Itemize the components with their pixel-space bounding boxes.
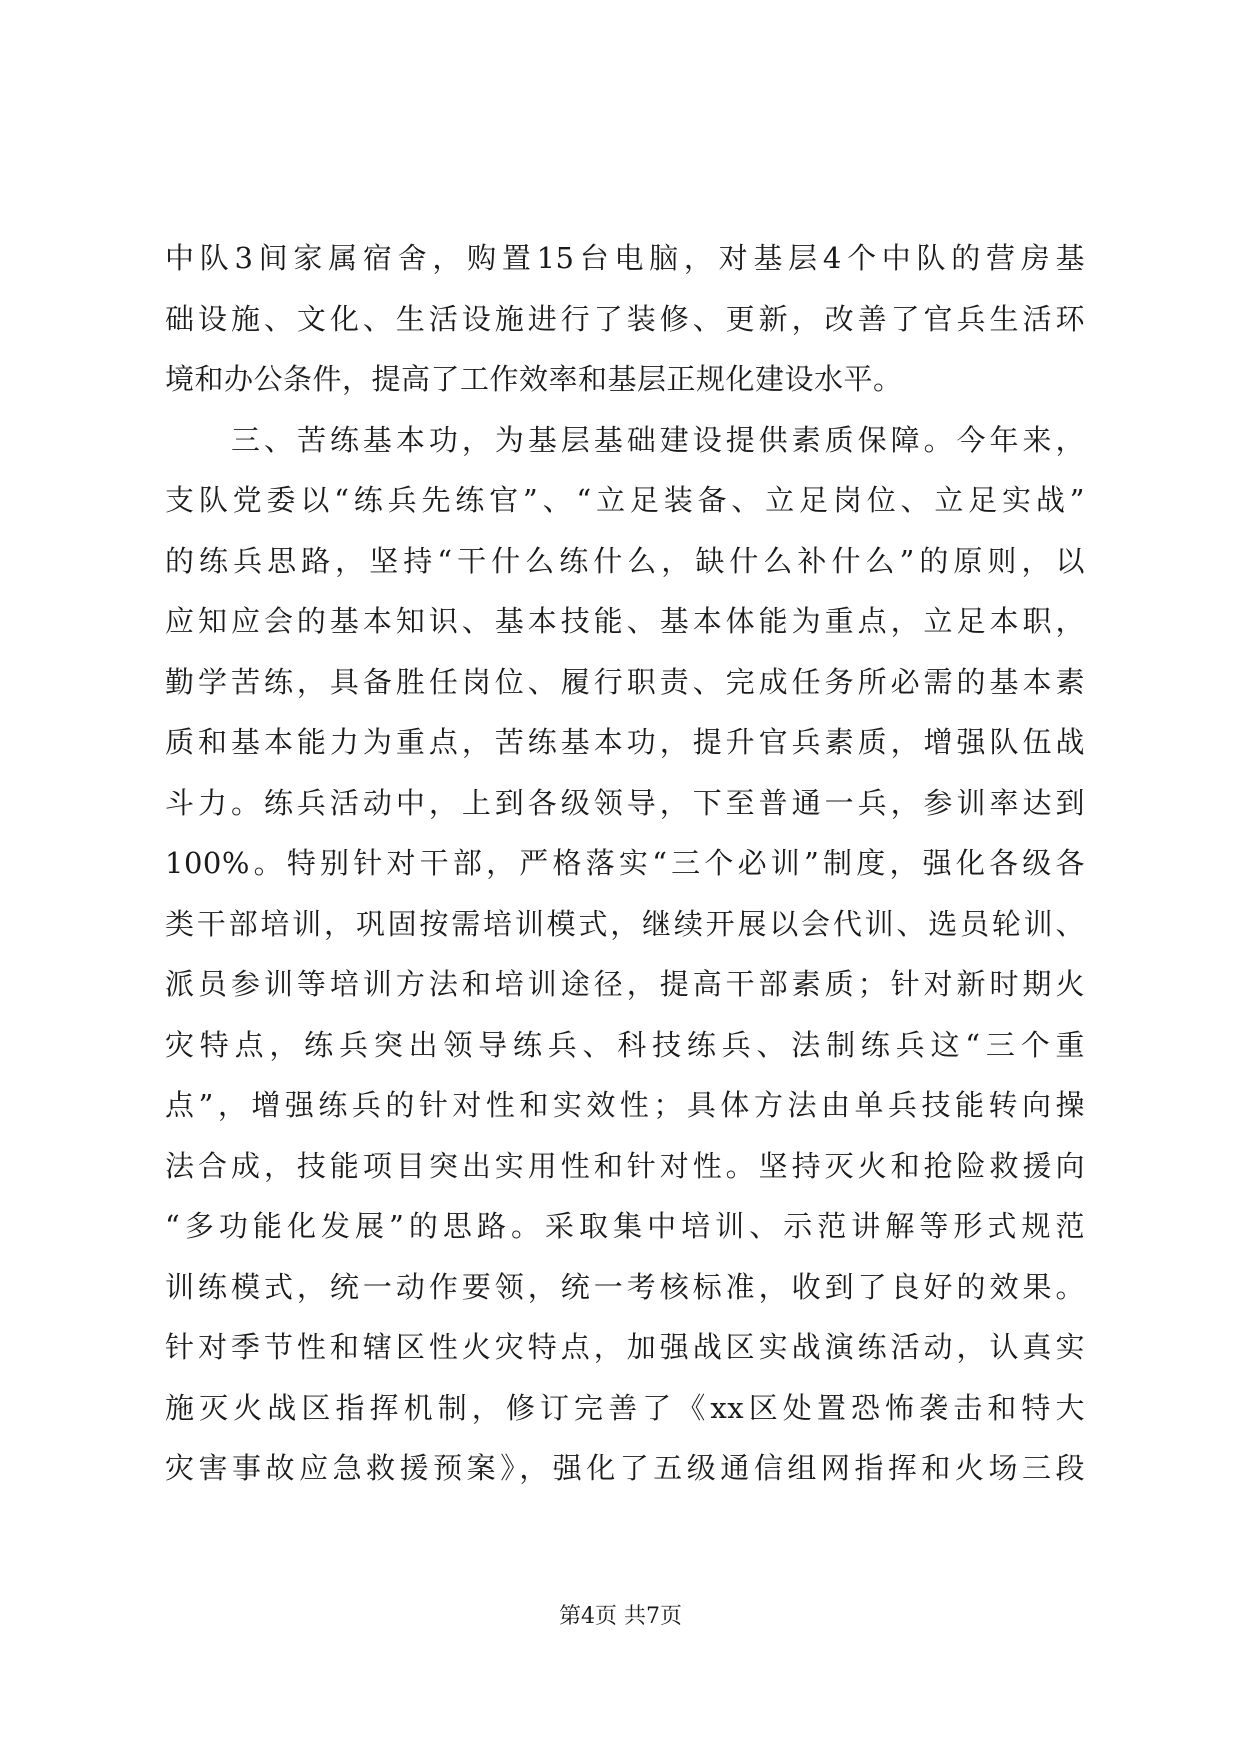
text-line: 三、苦练基本功，为基层基础建设提供素质保障。今年来， xyxy=(231,422,1085,457)
text-line: 100%。特别针对干部，严格落实“三个必训”制度，强化各级各 xyxy=(165,846,1085,880)
text-line: 斗力。练兵活动中，上到各级领导，下至普通一兵，参训率达到 xyxy=(165,785,1085,820)
text-line: 施灭火战区指挥机制，修订完善了《xx区处置恐怖袭击和特大 xyxy=(165,1390,1085,1425)
text-line: 针对季节性和辖区性火灾特点，加强战区实战演练活动，认真实 xyxy=(165,1330,1085,1364)
text-line: 灾害事故应急救援预案》，强化了五级通信组网指挥和火场三段 xyxy=(165,1451,1085,1485)
text-line: 训练模式，统一动作要领，统一考核标准，收到了良好的效果。 xyxy=(165,1269,1085,1304)
page-footer: 第4页 共7页 xyxy=(559,1604,682,1629)
text-line: “多功能化发展”的思路。采取集中培训、示范讲解等形式规范 xyxy=(165,1209,1085,1243)
text-line: 支队党委以“练兵先练官”、“立足装备、立足岗位、立足实战” xyxy=(165,483,1085,517)
text-line: 应知应会的基本知识、基本技能、基本体能为重点，立足本职， xyxy=(165,604,1085,638)
text-line: 点”，增强练兵的针对性和实效性；具体方法由单兵技能转向操 xyxy=(165,1088,1085,1122)
text-line: 中队3间家属宿舍，购置15台电脑，对基层4个中队的营房基 xyxy=(165,241,1085,275)
text-line: 灾特点，练兵突出领导练兵、科技练兵、法制练兵这“三个重 xyxy=(165,1027,1085,1062)
body-text xyxy=(165,228,1085,1499)
text-line: 类干部培训，巩固按需培训模式，继续开展以会代训、选员轮训、 xyxy=(165,906,1085,941)
text-line: 法合成，技能项目突出实用性和针对性。坚持灭火和抢险救援向 xyxy=(165,1148,1085,1183)
text-line: 的练兵思路，坚持“干什么练什么，缺什么补什么”的原则，以 xyxy=(165,543,1085,578)
text-line: 派员参训等培训方法和培训途径，提高干部素质；针对新时期火 xyxy=(165,967,1085,1001)
text-line: 境和办公条件，提高了工作效率和基层正规化建设水平。 xyxy=(165,362,903,396)
text-line: 勤学苦练，具备胜任岗位、履行职责、完成任务所必需的基本素 xyxy=(165,664,1085,699)
text-line: 质和基本能力为重点，苦练基本功，提升官兵素质，增强队伍战 xyxy=(165,725,1085,759)
text-line: 础设施、文化、生活设施进行了装修、更新，改善了官兵生活环 xyxy=(165,301,1085,336)
